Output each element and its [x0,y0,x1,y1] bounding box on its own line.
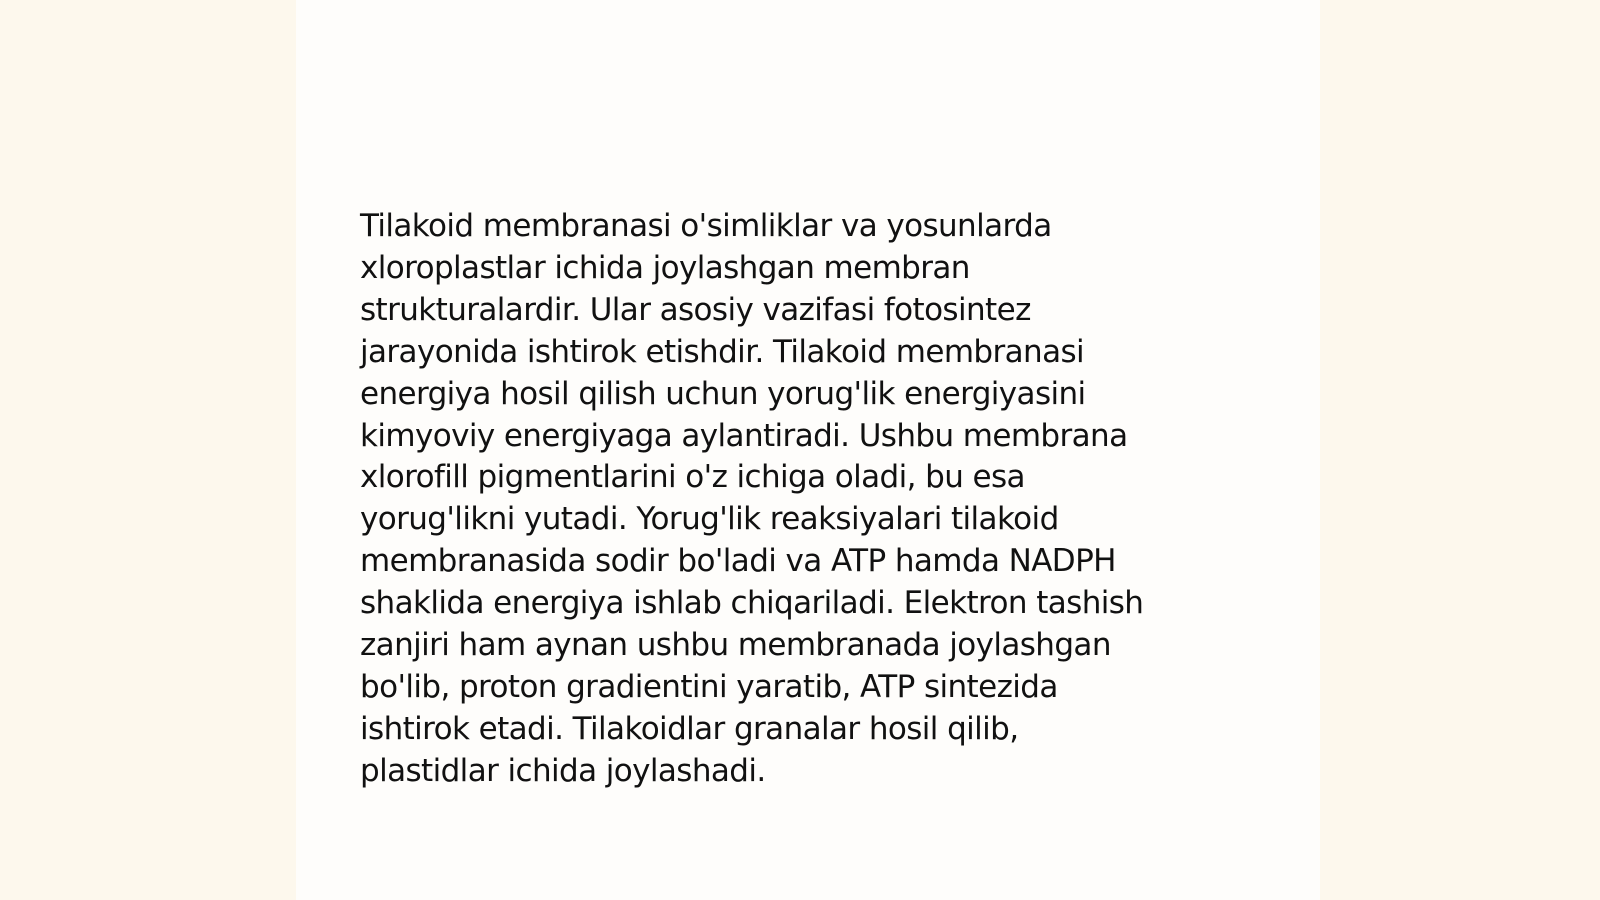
document-page [296,0,1320,900]
body-paragraph: Tilakoid membranasi o'simliklar va yosunlarda xloroplastlar ichida joylashgan membran strukturalardir. Ular asosiy vazifasi fotosintez jarayonida ishtirok etishdir. Tilakoid membranasi energiya hosil qilish uchun yorug'lik energiyasini kimyoviy energiyaga aylantiradi. Ushbu membrana xlorofill pigmentlarini o'z ichiga oladi, bu esa yorug'likni yutadi. Yorug'lik reaksiyalari tilakoid membranasida sodir bo'ladi va ATP hamda NADPH shaklida energiya ishlab chiqariladi. Elektron tashish zanjiri ham aynan ushbu membranada joylashgan bo'lib, proton gradientini yaratib, ATP sintezida ishtirok etadi. Tilakoidlar granalar hosil qilib, plastidlar ichida joylashadi. [360,208,1144,789]
right-margin [1320,0,1600,900]
left-margin [0,0,296,900]
